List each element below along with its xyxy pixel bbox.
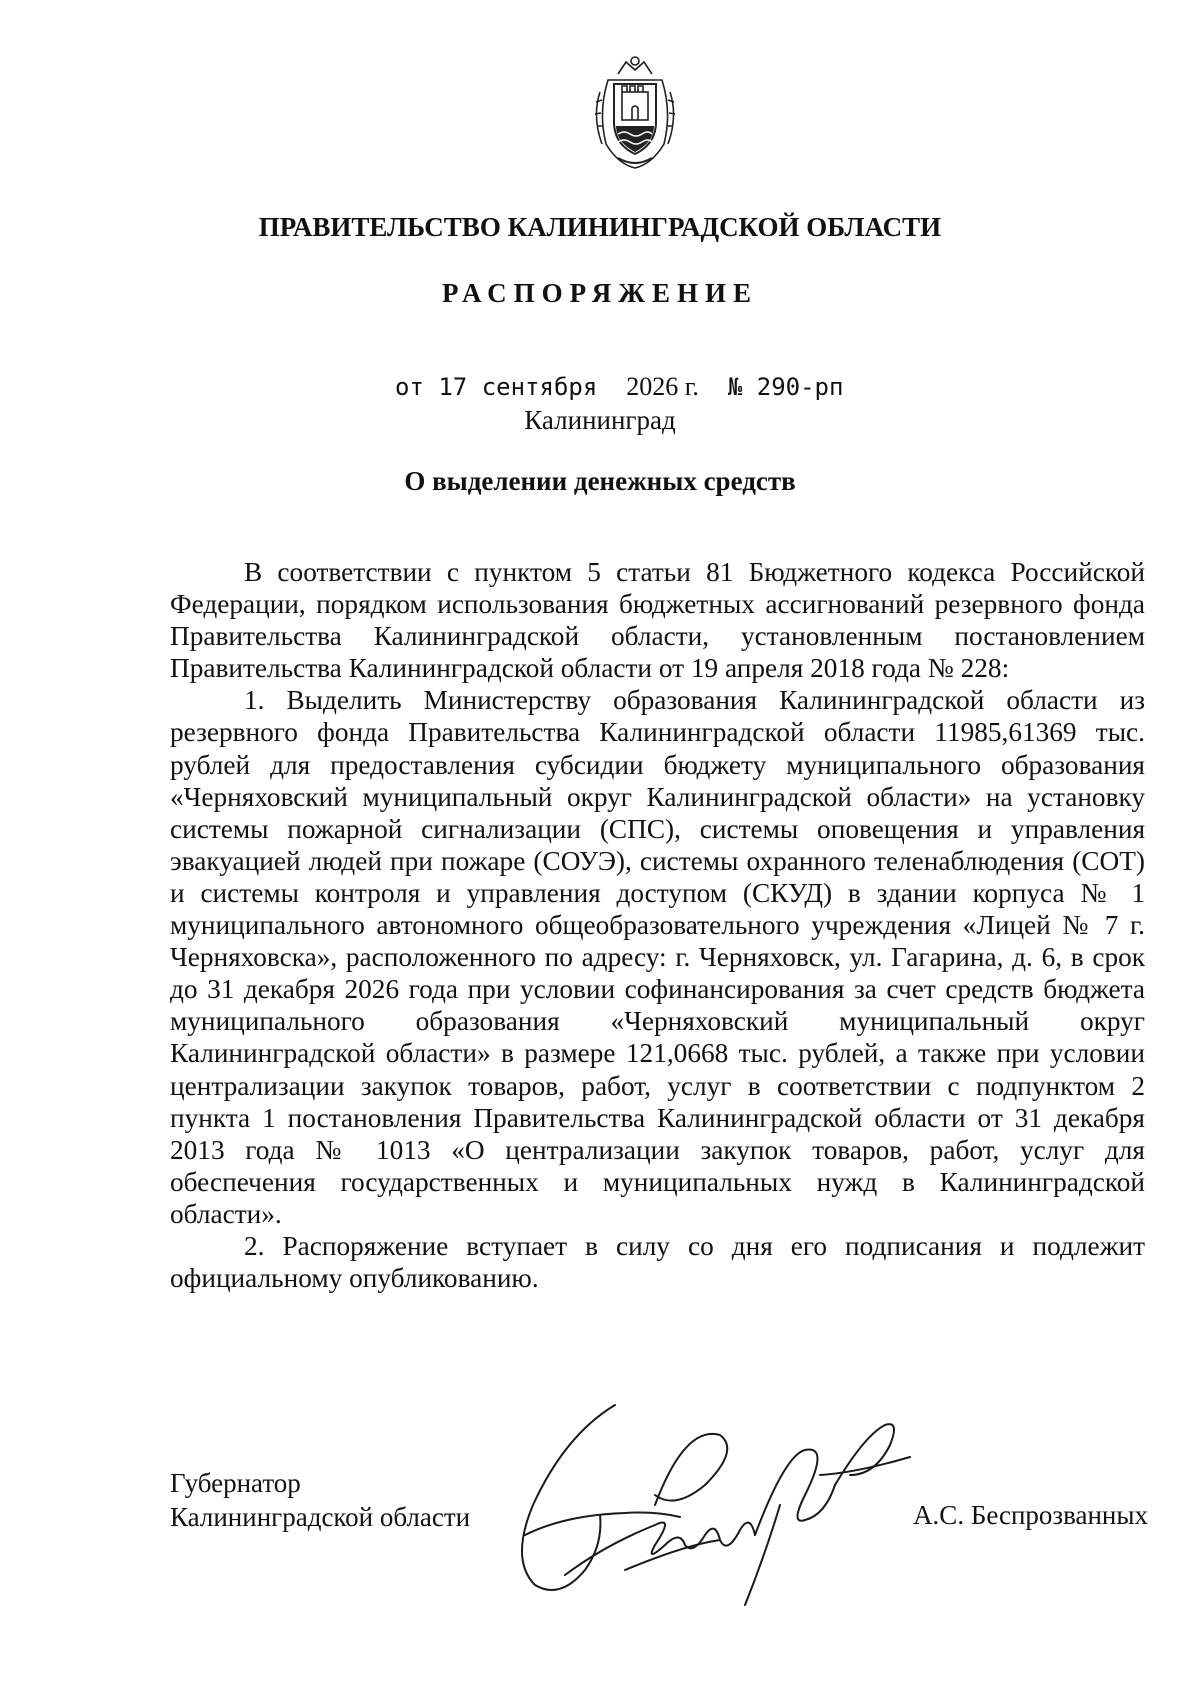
coat-of-arms-icon — [578, 52, 692, 172]
document-city: Калининград — [524, 405, 676, 435]
document-type: РАСПОРЯЖЕНИЕ — [441, 278, 759, 308]
document-date-number — [395, 372, 843, 402]
document-year: 2026 г. — [626, 372, 699, 401]
document-date: от 17 сентября — [395, 373, 598, 401]
document-subject: О выделении денежных средств — [404, 466, 796, 496]
paragraph-item-2: 2. Распоряжение вступает в силу со дня его подписания и подлежит официальному опубликованию. — [170, 1230, 1145, 1294]
paragraph-item-1: 1. Выделить Министерству образования Калининградской области из резервного фонда Правительства Калининградской области 11985,61369 тыс. рублей для предоставления субсидии бюджету муниципального образования «Черняховский муниципальный округ Калининградской области» на установку системы пожарной сигнализации (СПС), системы оповещения и управления эвакуацией людей при пожаре (СОУЭ), системы охранного теленаблюдения (СОТ) и системы контроля и управления доступом (СКУД) в здании корпуса № 1 муниципального автономного общеобразовательного учреждения «Лицей № 7 г. Черняховска», расположенного по адресу: г. Черняховск, ул. Гагарина, д. 6, в срок до 31 декабря 2026 года при условии софинансирования за счет средств бюджета муниципального образования «Черняховский муниципальный округ Калининградской области» в размере 121,0668 тыс. рублей, а также при условии централизации закупок товаров, работ, услуг в соответствии с подпунктом 2 пункта 1 постановления Правительства Калининградской области от 31 декабря 2013 года № 1013 «О централизации закупок товаров, работ, услуг для обеспечения государственных и муниципальных нужд в Калининградской области». — [170, 685, 1145, 1229]
organization-title: ПРАВИТЕЛЬСТВО КАЛИНИНГРАДСКОЙ ОБЛАСТИ — [258, 212, 942, 242]
document-number: № 290-рп — [727, 373, 844, 401]
signatory-position-line2: Калининградской области — [170, 1502, 471, 1532]
document-body — [170, 556, 1145, 1294]
signatory-name: А.С. Беспрозванных — [913, 1500, 1148, 1530]
paragraph-preamble: В соответствии с пунктом 5 статьи 81 Бюджетного кодекса Российской Федерации, порядком использования бюджетных ассигнований резервного фонда Правительства Калининградской области, установленным постановлением Правительства Калининградской области от 19 апреля 2018 года № 228: — [170, 557, 1145, 684]
signatory-position-line1: Губернатор — [170, 1468, 301, 1498]
